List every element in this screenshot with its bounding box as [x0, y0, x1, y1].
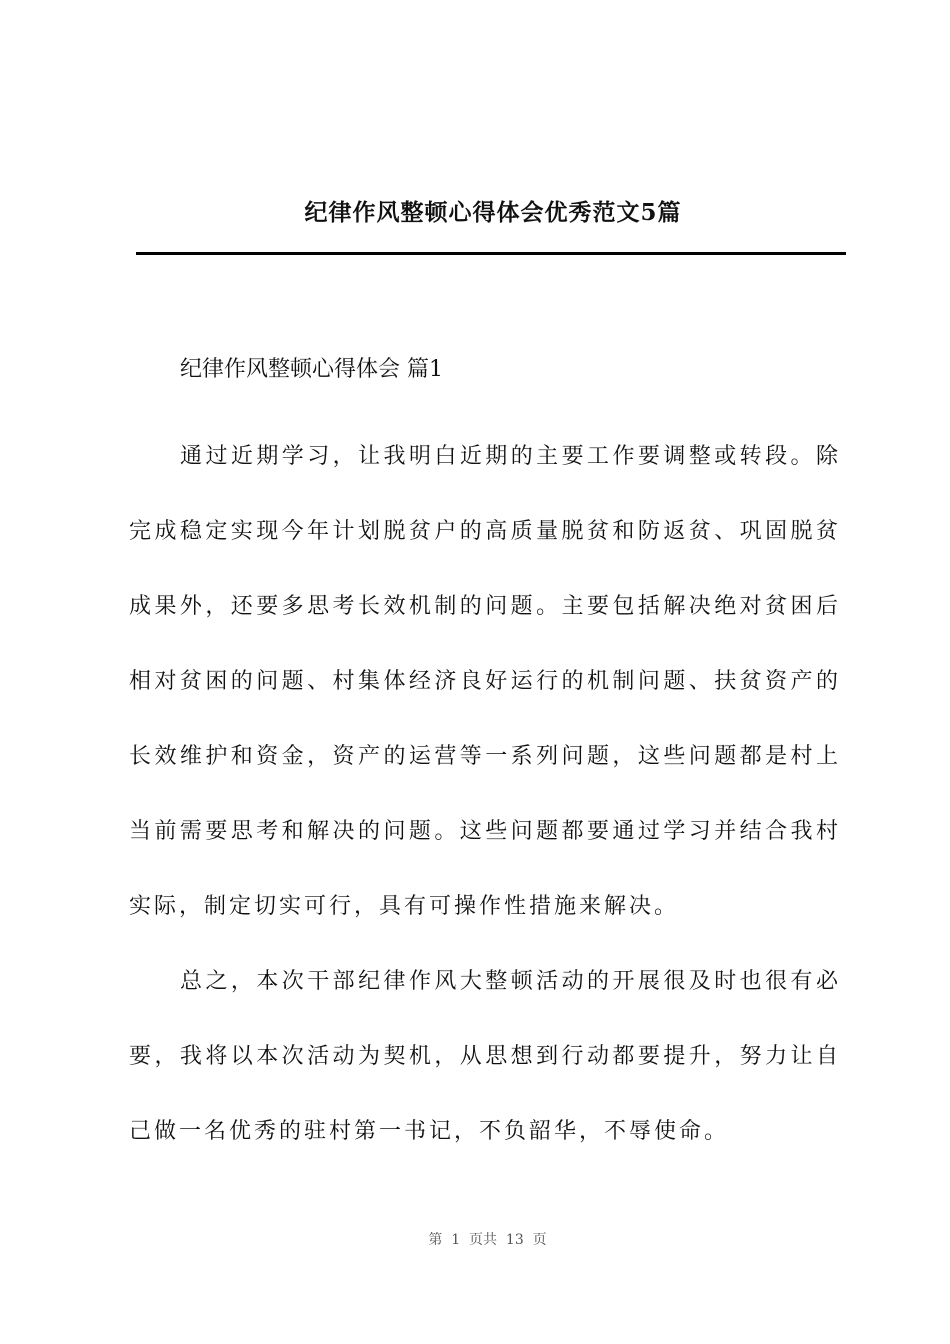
- page-footer: 第 1 页共 13 页: [428, 1232, 547, 1248]
- title-underline: [136, 252, 846, 255]
- document-title: 纪律作风整顿心得体会优秀范文5篇: [304, 199, 682, 226]
- document-body: [129, 345, 841, 1169]
- paragraph-2: 总之，本次干部纪律作风大整顿活动的开展很及时也很有必要，我将以本次活动为契机，从思想到行动都要提升，努力让自己做一名优秀的驻村第一书记，不负韶华，不辱使命。: [129, 969, 841, 1144]
- section-heading: 纪律作风整顿心得体会 篇1: [180, 357, 443, 382]
- paragraph-1: 通过近期学习，让我明白近期的主要工作要调整或转段。除完成稳定实现今年计划脱贫户的高质量脱贫和防返贫、巩固脱贫成果外，还要多思考长效机制的问题。主要包括解决绝对贫困后相对贫困的问题、村集体经济良好运行的机制问题、扶贫资产的长效维护和资金，资产的运营等一系列问题，这些问题都是村上当前需要思考和解决的问题。这些问题都要通过学习并结合我村实际，制定切实可行，具有可操作性措施来解决。: [129, 444, 841, 919]
